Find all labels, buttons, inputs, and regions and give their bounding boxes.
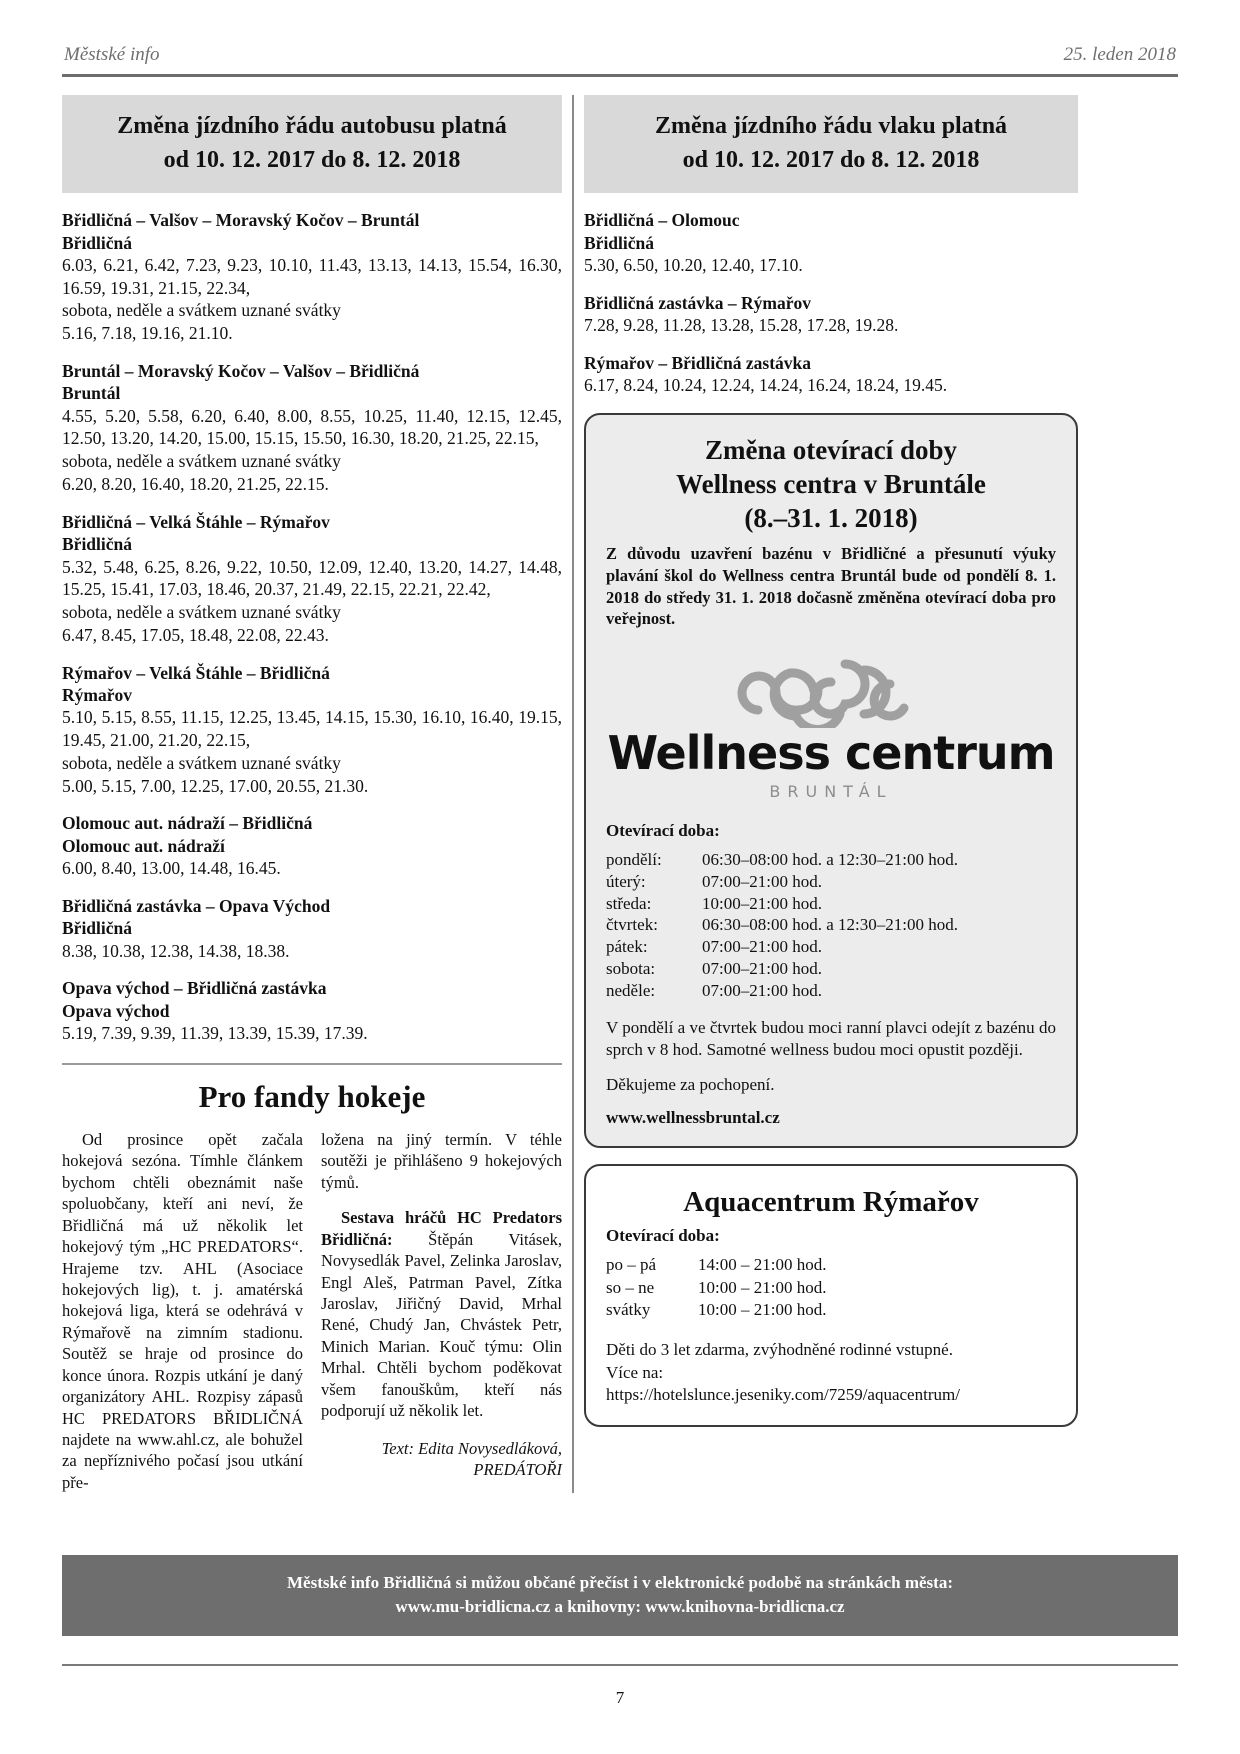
aquacentrum-title: Aquacentrum Rýmařov	[683, 1185, 979, 1218]
roster-lead: Sestava hráčů HC Predators Břidličná:	[321, 1208, 562, 1249]
train-banner-line2: od 10. 12. 2017 do 8. 12. 2018	[682, 147, 980, 174]
hours-value: 10:00 – 21:00 hod.	[698, 1300, 827, 1320]
timetable-weekend-times: 5.16, 7.18, 19.16, 21.10.	[62, 323, 233, 344]
timetable-route: Břidličná zastávka – Opava Východ	[62, 895, 331, 916]
wellness-intro: Z důvodu uzavření bazénu v Břidličné a přesunutí výuky plavání škol do Wellness centra Bruntál bude od pondělí 8. 1. 2018 do středy 31. 1. 2018 dočasně změněna otevírací doba pro veřejnost.	[606, 544, 1056, 629]
wellness-box	[584, 413, 1078, 1148]
timetable-times: 5.10, 5.15, 8.55, 11.15, 12.25, 13.45, 14.15, 15.30, 16.10, 16.40, 19.15, 19.45, 21.00, 21.20, 22.15,	[62, 707, 562, 751]
bus-banner-line2: od 10. 12. 2017 do 8. 12. 2018	[163, 147, 461, 174]
timetable-route: Břidličná – Valšov – Moravský Kočov – Bruntál	[62, 210, 420, 231]
wellness-title-line2: Wellness centra v Bruntále	[676, 468, 986, 499]
hours-value: 06:30–08:00 hod. a 12:30–21:00 hod.	[702, 850, 958, 870]
wellness-logo-subtitle: BRUNTÁL	[769, 782, 893, 802]
wellness-url[interactable]: www.wellnessbruntal.cz	[606, 1107, 780, 1127]
hours-day: pondělí:	[606, 850, 662, 870]
timetable-note: sobota, neděle a svátkem uznané svátky	[62, 300, 341, 321]
hours-value: 07:00–21:00 hod.	[702, 937, 822, 957]
hours-day: neděle:	[606, 980, 656, 1000]
timetable-times: 5.32, 5.48, 6.25, 8.26, 9.22, 10.50, 12.09, 12.40, 13.20, 14.27, 14.48, 15.25, 15.41, 17.03, 18.46, 20.37, 21.49, 22.15, 22.21, 22.42,	[62, 556, 562, 600]
timetable-weekend-times: 6.47, 8.45, 17.05, 18.48, 22.08, 22.43.	[62, 624, 329, 645]
article-columns	[62, 1129, 562, 1493]
roster-names: Štěpán Vitásek, Novysedlák Pavel, Zelinka Jaroslav, Engl Aleš, Patrman Pavel, Zítka Jaroslav, Jiřičný David, Mrhal René, Chudý Jan, Chvástek Petr, Minich Marian. Kouč týmu: Olin Mrhal. Chtěli bychom poděkovat všem fanouškům, kteří nás podporují už několik let.	[321, 1229, 562, 1421]
timetable-times: 5.30, 6.50, 10.20, 12.40, 17.10.	[584, 254, 803, 275]
hours-value: 06:30–08:00 hod. a 12:30–21:00 hod.	[702, 915, 958, 935]
timetable-note: sobota, neděle a svátkem uznané svátky	[62, 752, 341, 773]
hours-day: středa:	[606, 893, 652, 913]
hours-day: pátek:	[606, 937, 648, 957]
wellness-note: V pondělí a ve čtvrtek budou moci ranní plavci odejít z bazénu do sprch v 8 hod. Samotné wellness budou moci opustit později.	[606, 1018, 1056, 1060]
timetable-origin: Břidličná	[62, 918, 133, 939]
timetable-route: Bruntál – Moravský Kočov – Valšov – Břidličná	[62, 360, 420, 381]
wellness-hours-list	[606, 849, 1056, 1001]
train-banner-line1: Změna jízdního řádu vlaku platná	[654, 113, 1008, 139]
hours-value: 07:00–21:00 hod.	[702, 958, 822, 978]
hours-row	[606, 849, 1056, 871]
timetable-route: Rýmařov – Břidličná zastávka	[584, 352, 812, 373]
signature-team: PREDÁTOŘI	[473, 1460, 562, 1479]
wellness-title	[606, 433, 1056, 535]
timetable-block	[62, 895, 562, 963]
timetable-weekend-times: 5.00, 5.15, 7.00, 12.25, 17.00, 20.55, 21.30.	[62, 775, 369, 796]
article-title: Pro fandy hokeje	[198, 1078, 426, 1114]
timetable-origin: Břidličná	[62, 232, 133, 253]
running-head-left: Městské info	[64, 44, 160, 65]
timetable-times: 6.03, 6.21, 6.42, 7.23, 9.23, 10.10, 11.43, 13.13, 14.13, 15.54, 16.30, 16.59, 19.31, 21.15, 22.34,	[62, 254, 562, 298]
page-number: 7	[615, 1688, 625, 1707]
hours-row	[606, 914, 1056, 936]
wellness-thanks: Děkujeme za pochopení.	[606, 1074, 775, 1094]
timetable-route: Břidličná zastávka – Rýmařov	[584, 292, 812, 313]
timetable-origin: Břidličná	[62, 534, 133, 555]
timetable-block	[62, 511, 562, 647]
footer-line2: www.mu-bridlicna.cz a knihovny: www.knihovna-bridlicna.cz	[395, 1597, 845, 1617]
section-divider	[62, 1063, 562, 1065]
timetable-block	[584, 209, 1078, 277]
right-column	[584, 95, 1078, 1493]
bus-schedule-banner	[62, 95, 562, 193]
aquacentrum-box	[584, 1164, 1078, 1427]
timetable-block	[62, 209, 562, 345]
article-paragraph: Od prosince opět začala hokejová sezóna. Tímhle článkem bychom chtěli obeznámit naše spoluobčany, kteří ani neví, že Břidličná má už několik let hokejový tým „HC PREDATORS“. Hrajeme tzv. AHL (Asociace hokejových lig), t. j. amatérská hokejová liga, která se odehrává v Rýmařově na zimním stadionu. Soutěž se hraje od prosince do konce února. Rozpis utkání je daný organizátory AHL. Rozpisy zápasů HC PREDATORS BŘIDLIČNÁ najdete na www.ahl.cz, ale bohužel za nepříznivého počasí jsou utkání pře-	[62, 1129, 303, 1492]
timetable-block	[584, 352, 1078, 397]
hours-day: čtvrtek:	[606, 915, 658, 935]
timetable-note: sobota, neděle a svátkem uznané svátky	[62, 602, 341, 622]
hours-value: 10:00 – 21:00 hod.	[698, 1277, 827, 1297]
hours-day: po – pá	[606, 1255, 657, 1275]
timetable-times: 4.55, 5.20, 5.58, 6.20, 6.40, 8.00, 8.55, 10.25, 11.40, 12.15, 12.45, 12.50, 13.20, 14.20, 15.00, 15.15, 15.50, 16.30, 18.20, 21.25, 22.15,	[62, 405, 562, 449]
aquacentrum-hours-label: Otevírací doba:	[606, 1226, 720, 1246]
article-column-2	[321, 1129, 562, 1493]
wellness-hours-label: Otevírací doba:	[606, 821, 720, 841]
timetable-route: Opava východ – Břidličná zastávka	[62, 978, 327, 999]
timetable-origin: Břidličná	[584, 232, 655, 253]
timetable-route: Olomouc aut. nádraží – Břidličná	[62, 813, 313, 834]
hours-value: 07:00–21:00 hod.	[702, 871, 822, 891]
article-roster	[321, 1207, 562, 1421]
hours-row	[606, 1299, 1056, 1321]
running-head	[62, 44, 1178, 72]
signature-author: Text: Edita Novysedláková,	[381, 1438, 562, 1458]
timetable-times: 6.00, 8.40, 13.00, 14.48, 16.45.	[62, 858, 281, 879]
timetable-origin: Rýmařov	[62, 684, 132, 705]
running-head-date: 25. leden 2018	[1063, 44, 1176, 65]
timetable-block	[62, 812, 562, 880]
article-signature	[321, 1438, 562, 1481]
aquacentrum-note: Děti do 3 let zdarma, zvýhodněné rodinné vstupné.	[606, 1340, 953, 1360]
timetable-block	[62, 360, 562, 496]
timetable-times: 5.19, 7.39, 9.39, 11.39, 13.39, 15.39, 17.39.	[62, 1023, 368, 1044]
timetable-route: Rýmařov – Velká Štáhle – Břidličná	[62, 662, 330, 683]
article-paragraph: ložena na jiný termín. V téhle soutěži je přihlášeno 9 hokejových týmů.	[321, 1129, 562, 1192]
wellness-logo	[606, 652, 1056, 801]
main-columns	[62, 95, 1178, 1493]
aquacentrum-url[interactable]: https://hotelslunce.jeseniky.com/7259/aquacentrum/	[606, 1385, 960, 1405]
timetable-times: 6.17, 8.24, 10.24, 12.24, 14.24, 16.24, 18.24, 19.45.	[584, 375, 948, 396]
timetable-origin: Bruntál	[62, 383, 121, 404]
timetable-origin: Olomouc aut. nádraží	[62, 835, 225, 856]
wellness-title-line1: Změna otevírací doby	[705, 434, 957, 465]
timetable-block	[584, 292, 1078, 337]
footer-banner	[62, 1555, 1178, 1636]
aquacentrum-more-label: Více na:	[606, 1362, 664, 1382]
bus-banner-line1: Změna jízdního řádu autobusu platná	[117, 113, 507, 139]
hours-row	[606, 936, 1056, 958]
wellness-waves-icon	[736, 652, 926, 728]
timetable-times: 8.38, 10.38, 12.38, 14.38, 18.38.	[62, 940, 290, 961]
timetable-weekend-times: 6.20, 8.20, 16.40, 18.20, 21.25, 22.15.	[62, 473, 329, 494]
hours-day: úterý:	[606, 871, 646, 891]
timetable-block	[62, 977, 562, 1045]
train-schedule-banner	[584, 95, 1078, 193]
hours-value: 07:00–21:00 hod.	[702, 980, 822, 1000]
hours-day: so – ne	[606, 1277, 655, 1297]
timetable-block	[62, 662, 562, 798]
footer-line1: Městské info Břidličná si můžou občané přečíst i v elektronické podobě na stránkách města:	[287, 1572, 953, 1592]
hours-row	[606, 958, 1056, 980]
column-divider	[562, 95, 584, 1493]
train-timetable	[584, 209, 1078, 397]
timetable-route: Břidličná – Velká Štáhle – Rýmařov	[62, 511, 330, 532]
left-column	[62, 95, 562, 1493]
timetable-note: sobota, neděle a svátkem uznané svátky	[62, 451, 341, 472]
timetable-route: Břidličná – Olomouc	[584, 210, 740, 231]
wellness-title-line3: (8.–31. 1. 2018)	[744, 503, 918, 533]
timetable-origin: Opava východ	[62, 1000, 170, 1021]
hours-value: 10:00–21:00 hod.	[702, 893, 822, 913]
hours-row	[606, 980, 1056, 1002]
aquacentrum-hours-list	[606, 1254, 1056, 1321]
hours-row	[606, 893, 1056, 915]
hours-row	[606, 1254, 1056, 1276]
footer-rule	[62, 1664, 1178, 1666]
timetable-times: 7.28, 9.28, 11.28, 13.28, 15.28, 17.28, 19.28.	[584, 315, 899, 336]
bus-timetable	[62, 209, 562, 1045]
hours-row	[606, 871, 1056, 893]
hours-row	[606, 1277, 1056, 1299]
header-rule	[62, 74, 1178, 77]
hours-day: svátky	[606, 1300, 651, 1320]
hours-day: sobota:	[606, 958, 656, 978]
wellness-logo-wordmark: Wellness centrum	[607, 726, 1055, 781]
hours-value: 14:00 – 21:00 hod.	[698, 1255, 827, 1275]
article-column-1	[62, 1129, 303, 1493]
